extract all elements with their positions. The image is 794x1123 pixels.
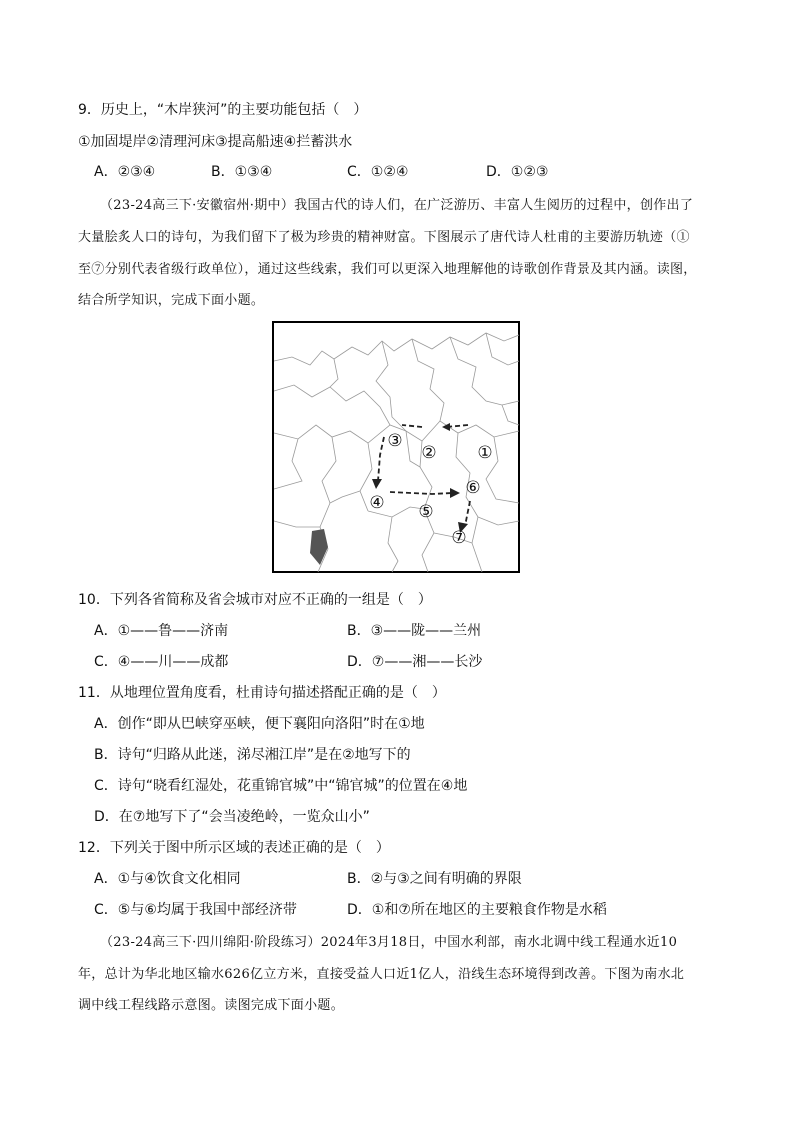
marker-6: ⑥ bbox=[465, 478, 481, 498]
q10-option-d: D．⑦——湘——长沙 bbox=[347, 654, 483, 670]
marker-5: ⑤ bbox=[418, 502, 434, 522]
passage2-line: （23-24高三下·四川绵阳·阶段练习）2024年3月18日，中国水利部，南水北调中线工程通水近10 bbox=[100, 935, 678, 950]
q12-stem: 12．下列关于图中所示区域的表述正确的是（ ） bbox=[78, 840, 390, 856]
q9-option-b: B．①③④ bbox=[211, 164, 273, 180]
q11-option-c: C．诗句“晓看红湿处，花重锦官城”中“锦官城”的位置在④地 bbox=[94, 778, 468, 794]
du-fu-travel-map bbox=[272, 321, 520, 573]
q9-option-c: C．①②④ bbox=[347, 164, 409, 180]
q10-stem: 10．下列各省简称及省会城市对应不正确的一组是（ ） bbox=[78, 592, 432, 608]
q9-items: ①加固堤岸②清理河床③提高船速④拦蓄洪水 bbox=[78, 134, 353, 150]
q12-option-d: D．①和⑦所在地区的主要粮食作物是水稻 bbox=[347, 902, 607, 918]
marker-1: ① bbox=[477, 443, 493, 463]
q9-option-d: D．①②③ bbox=[486, 164, 549, 180]
q12-option-a: A．①与④饮食文化相同 bbox=[94, 871, 241, 887]
passage2-line: 年，总计为华北地区输水626亿立方米，直接受益人口近1亿人，沿线生态环境得到改善。下图为南水北 bbox=[78, 967, 685, 982]
passage1-line: 大量脍炙人口的诗句，为我们留下了极为珍贵的精神财富。下图展示了唐代诗人杜甫的主要游历轨迹（① bbox=[78, 230, 690, 245]
marker-2: ② bbox=[421, 443, 437, 463]
passage1-line: （23-24高三下·安徽宿州·期中）我国古代的诗人们，在广泛游历、丰富人生阅历的过程中，创作出了 bbox=[100, 198, 694, 213]
marker-4: ④ bbox=[369, 493, 385, 513]
q9-option-a: A．②③④ bbox=[94, 164, 156, 180]
q9-stem: 9．历史上，“木岸狭河”的主要功能包括（ ） bbox=[78, 102, 368, 118]
q10-option-c: C．④——川——成都 bbox=[94, 654, 229, 670]
q11-stem: 11．从地理位置角度看，杜甫诗句描述搭配正确的是（ ） bbox=[78, 685, 446, 701]
q12-option-b: B．②与③之间有明确的界限 bbox=[347, 871, 522, 887]
marker-7: ⑦ bbox=[451, 528, 467, 548]
q11-option-a: A．创作“即从巴峡穿巫峡，便下襄阳向洛阳”时在①地 bbox=[94, 716, 425, 732]
passage2-line: 调中线工程线路示意图。读图完成下面小题。 bbox=[78, 998, 345, 1013]
q11-option-b: B．诗句“归路从此迷，涕尽湘江岸”是在②地写下的 bbox=[94, 747, 411, 763]
q10-option-b: B．③——陇——兰州 bbox=[347, 623, 482, 639]
q11-option-d: D．在⑦地写下了“会当凌绝岭，一览众山小” bbox=[94, 809, 370, 825]
marker-3: ③ bbox=[387, 431, 403, 451]
passage1-line: 至⑦分别代表省级行政单位），通过这些线索，我们可以更深入地理解他的诗歌创作背景及其内涵。读图， bbox=[78, 262, 697, 277]
q12-option-c: C．⑤与⑥均属于我国中部经济带 bbox=[94, 902, 297, 918]
q10-option-a: A．①——鲁——济南 bbox=[94, 623, 229, 639]
passage1-line: 结合所学知识，完成下面小题。 bbox=[78, 293, 265, 308]
